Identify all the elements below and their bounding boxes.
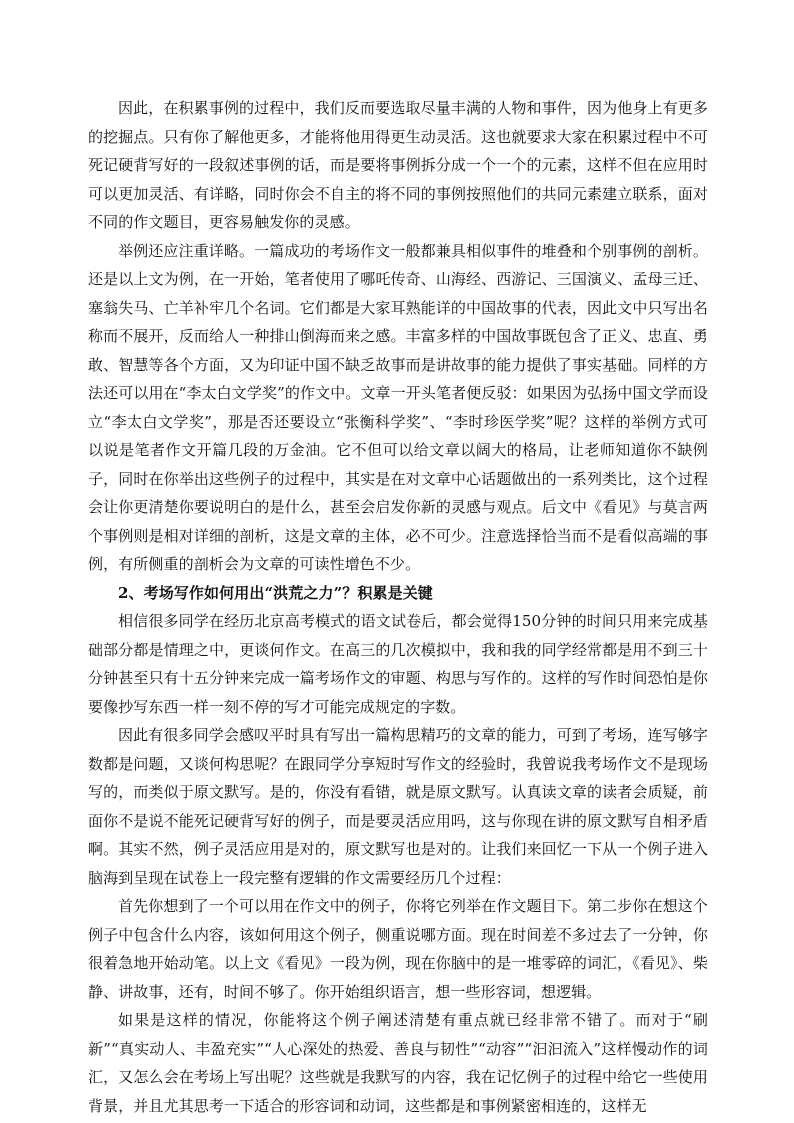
document-page (88, 94, 708, 1120)
paragraph: 如果是这样的情况，你能将这个例子阐述清楚有重点就已经非常不错了。而对于“刷新”“真实动人、丰盈充实”“人心深处的热爱、善良与韧性”“动容”“汩汩流入”这样慢动作的词汇，又怎么会在考场上写出呢？这些就是我默写的内容，我在记忆例子的过程中给它一些使用背景，并且尤其思考一下适合的形容词和动词，这些都是和事例紧密相连的，这样无 (88, 1011, 708, 1115)
paragraph: 举例还应注重详略。一篇成功的考场作文一般都兼具相似事件的堆叠和个别事例的剖析。还是以上文为例，在一开始，笔者使用了哪吒传奇、山海经、西游记、三国演义、孟母三迁、塞翁失马、亡羊补牢几个名词。它们都是大家耳熟能详的中国故事的代表，因此文中只写出名称而不展开，反而给人一种排山倒海而来之感。丰富多样的中国故事既包含了正义、忠直、勇敢、智慧等各个方面，又为印证中国不缺乏故事而是讲故事的能力提供了事实基础。同样的方法还可以用在“李太白文学奖”的作文中。文章一开头笔者便反驳：如果因为弘扬中国文学而设立“李太白文学奖”，那是否还要设立“张衡科学奖”、“李时珍医学奖”呢？这样的举例方式可以说是笔者作文开篇几段的万金油。它不但可以给文章以阔大的格局，让老师知道你不缺例子，同时在你举出这些例子的过程中，其实是在对文章中心话题做出的一系列类比，这个过程会让你更清楚你要说明白的是什么，甚至会启发你新的灵感与观点。后文中《看见》与莫言两个事例则是相对详细的剖析，这是文章的主体，必不可少。注意选择恰当而不是看似高端的事例，有所侧重的剖析会为文章的可读性增色不少。 (88, 241, 708, 573)
paragraph: 因此有很多同学会感叹平时具有写出一篇构思精巧的文章的能力，可到了考场，连写够字数都是问题，又谈何构思呢？在跟同学分享短时写作文的经验时，我曾说我考场作文不是现场写的，而类似于原文默写。是的，你没有看错，就是原文默写。认真读文章的读者会质疑，前面你不是说不能死记硬背写好的例子，而是要灵活应用吗，这与你现在讲的原文默写自相矛盾啊。其实不然，例子灵活应用是对的，原文默写也是对的。让我们来回忆一下从一个例子进入脑海到呈现在试卷上一段完整有逻辑的作文需要经历几个过程： (88, 726, 708, 887)
section-heading: 2、考场写作如何用出“洪荒之力”？积累是关键 (118, 583, 433, 602)
paragraph: 相信很多同学在经历北京高考模式的语文试卷后，都会觉得150分钟的时间只用来完成基础部分都是情理之中，更谈何作文。在高三的几次模拟中，我和我的同学经常都是用不到三十分钟甚至只有十五分钟来完成一篇考场作文的审题、构思与写作的。这样的写作时间恐怕是你要像抄写东西一样一刻不停的写才可能完成规定的字数。 (88, 612, 708, 716)
paragraph: 因此，在积累事例的过程中，我们反而要选取尽量丰满的人物和事件，因为他身上有更多的挖掘点。只有你了解他更多，才能将他用得更生动灵活。这也就要求大家在积累过程中不可死记硬背写好的一段叙述事例的话，而是要将事例拆分成一个一个的元素，这样不但在应用时可以更加灵活、有详略，同时你会不自主的将不同的事例按照他们的共同元素建立联系，面对不同的作文题目，更容易触发你的灵感。 (88, 99, 708, 231)
paragraph: 首先你想到了一个可以用在作文中的例子，你将它列举在作文题目下。第二步你在想这个例子中包含什么内容，该如何用这个例子，侧重说哪方面。现在时间差不多过去了一分钟，你很着急地开始动笔。以上文《看见》一段为例，现在你脑中的是一堆零碎的词汇，《看见》、柴静、讲故事，还有，时间不够了。你开始组织语言，想一些形容词，想逻辑。 (88, 897, 708, 1001)
